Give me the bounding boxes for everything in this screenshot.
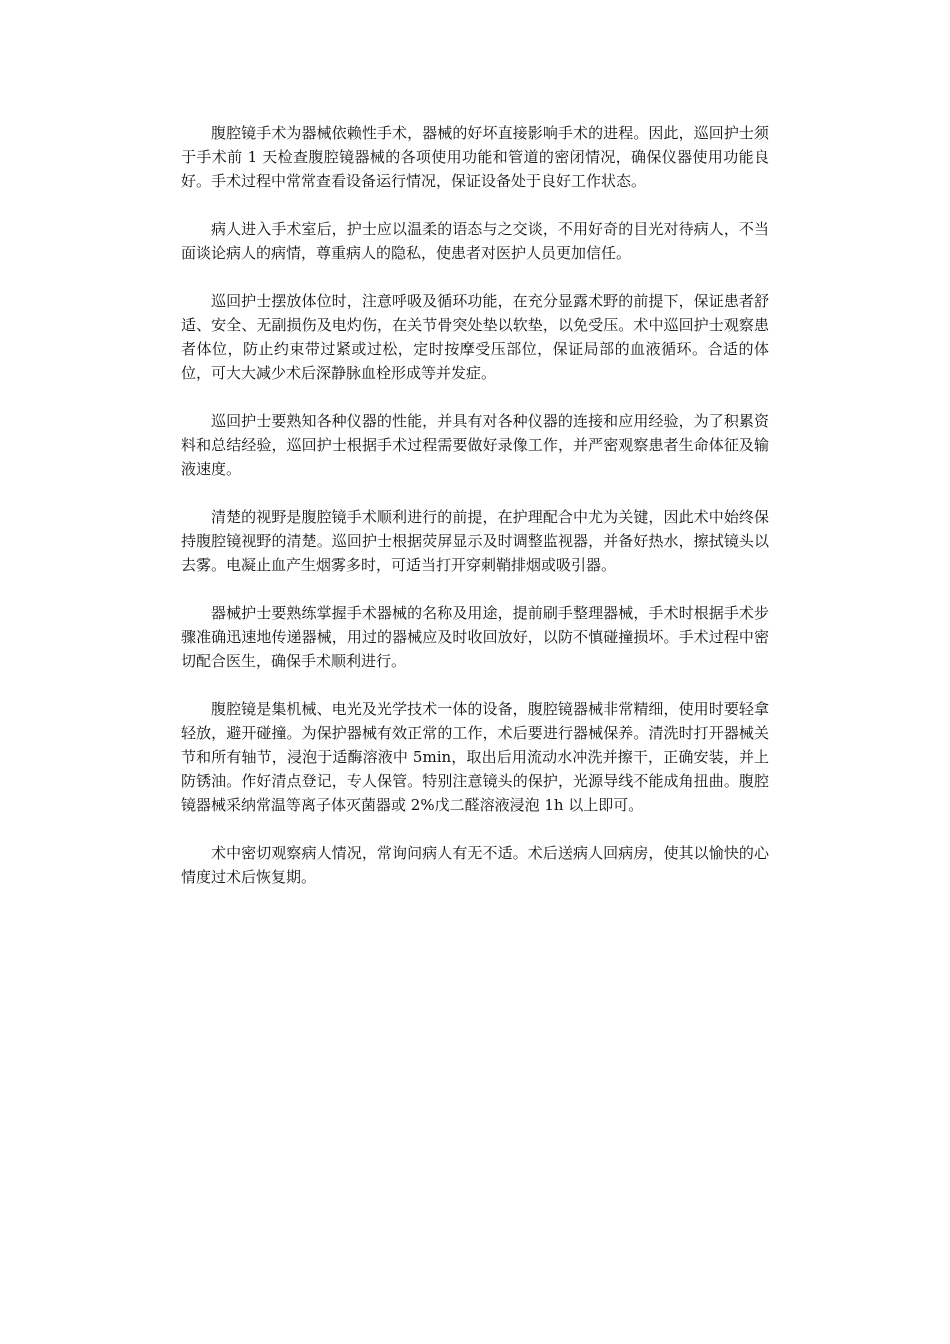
document-body bbox=[181, 121, 769, 913]
paragraph-instrument-maintenance: 腹腔镜是集机械、电光及光学技术一体的设备，腹腔镜器械非常精细，使用时要轻拿轻放，避开碰撞。为保护器械有效正常的工作，术后要进行器械保养。清洗时打开器械关节和所有轴节，浸泡于适酶溶液中 5min，取出后用流动水冲洗并擦干，正确安装，并上防锈油。作好清点登记，专人保管。特别注意镜头的保护，光源导线不能成角扭曲。腹腔镜器械采纳常温等离子体灭菌器或 2%戊二醛溶液浸泡 1h 以上即可。 bbox=[181, 700, 769, 814]
paragraph-clear-view: 清楚的视野是腹腔镜手术顺利进行的前提，在护理配合中尤为关键，因此术中始终保持腹腔镜视野的清楚。巡回护士根据荧屏显示及时调整监视器，并备好热水，擦拭镜头以去雾。电凝止血产生烟雾多时，可适当打开穿刺鞘排烟或吸引器。 bbox=[181, 508, 769, 574]
paragraph-instrument-check: 腹腔镜手术为器械依赖性手术，器械的好坏直接影响手术的进程。因此，巡回护士须于手术前 1 天检查腹腔镜器械的各项使用功能和管道的密闭情况，确保仪器使用功能良好。手术过程中常常查看设备运行情况，保证设备处于良好工作状态。 bbox=[181, 124, 769, 190]
paragraph-patient-communication: 病人进入手术室后，护士应以温柔的语态与之交谈，不用好奇的目光对待病人，不当面谈论病人的病情，尊重病人的隐私，使患者对医护人员更加信任。 bbox=[181, 220, 769, 262]
paragraph-equipment-operation: 巡回护士要熟知各种仪器的性能，并具有对各种仪器的连接和应用经验，为了积累资料和总结经验，巡回护士根据手术过程需要做好录像工作，并严密观察患者生命体征及输液速度。 bbox=[181, 412, 769, 478]
paragraph-postoperative-care: 术中密切观察病人情况，常询问病人有无不适。术后送病人回病房，使其以愉快的心情度过术后恢复期。 bbox=[181, 844, 769, 886]
paragraph-scrub-nurse: 器械护士要熟练掌握手术器械的名称及用途，提前刷手整理器械，手术时根据手术步骤准确迅速地传递器械，用过的器械应及时收回放好，以防不慎碰撞损坏。手术过程中密切配合医生，确保手术顺利进行。 bbox=[181, 604, 769, 670]
paragraph-patient-positioning: 巡回护士摆放体位时，注意呼吸及循环功能，在充分显露术野的前提下，保证患者舒适、安全、无副损伤及电灼伤，在关节骨突处垫以软垫，以免受压。术中巡回护士观察患者体位，防止约束带过紧或过松，定时按摩受压部位，保证局部的血液循环。合适的体位，可大大减少术后深静脉血栓形成等并发症。 bbox=[181, 292, 769, 382]
